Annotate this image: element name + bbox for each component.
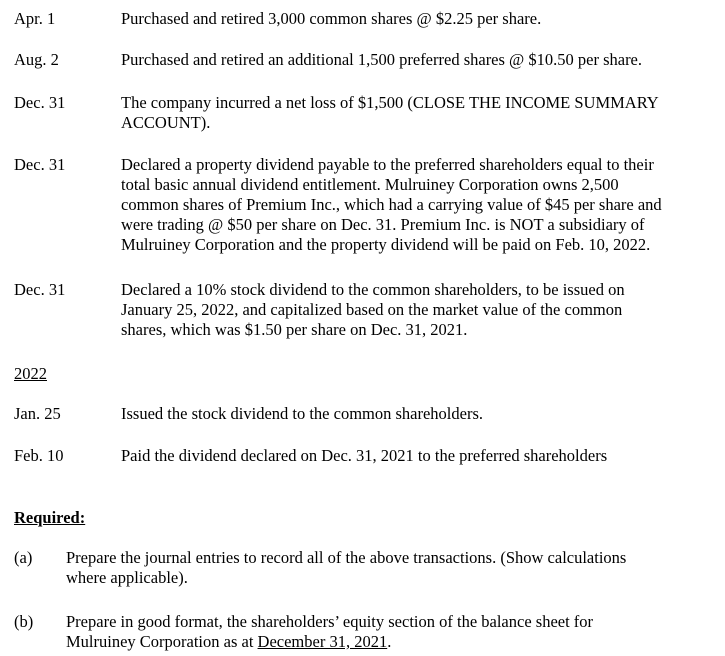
required-heading: Required:	[14, 508, 86, 527]
transaction-description: The company incurred a net loss of $1,500 (CLOSE THE INCOME SUMMARY ACCOUNT).	[121, 93, 659, 132]
year-heading: 2022	[14, 364, 47, 383]
transaction-description: Declared a 10% stock dividend to the common shareholders, to be issued on January 25, 2022, and capitalized based on the market value of the common shares, which was $1.50 per share on Dec. 31, 2021.	[121, 280, 625, 339]
transaction-date: Jan. 25	[14, 404, 61, 423]
transaction-date: Feb. 10	[14, 446, 64, 465]
transaction-date: Dec. 31	[14, 93, 66, 112]
transaction-date: Apr. 1	[14, 9, 56, 28]
transaction-date: Dec. 31	[14, 280, 66, 299]
transaction-description: Paid the dividend declared on Dec. 31, 2021 to the preferred shareholders	[121, 446, 608, 465]
transaction-description: Issued the stock dividend to the common shareholders.	[121, 404, 484, 423]
transaction-description: Purchased and retired an additional 1,500 preferred shares @ $10.50 per share.	[121, 50, 643, 69]
requirement-label: (b)	[14, 612, 34, 631]
requirement-label: (a)	[14, 548, 33, 567]
transaction-date: Dec. 31	[14, 155, 66, 174]
transaction-date: Aug. 2	[14, 50, 59, 69]
requirement-text: Prepare the journal entries to record all of the above transactions. (Show calculations where applicable).	[66, 548, 627, 587]
transaction-description: Purchased and retired 3,000 common shares @ $2.25 per share.	[121, 9, 542, 28]
requirement-text: Prepare in good format, the shareholders’ equity section of the balance sheet for Mulruiney Corporation as at December 31, 2021.	[66, 612, 594, 651]
transaction-description: Declared a property dividend payable to the preferred shareholders equal to their total basic annual dividend entitlement. Mulruiney Corporation owns 2,500 common shares of Premium Inc., which had a carrying value of $45 per share and were trading @ $50 per share on Dec. 31. Premium Inc. is NOT a subsidiary of Mulruiney Corporation and the property dividend will be paid on Feb. 10, 2022.	[121, 155, 662, 254]
underlined-date: December 31, 2021	[257, 632, 388, 651]
